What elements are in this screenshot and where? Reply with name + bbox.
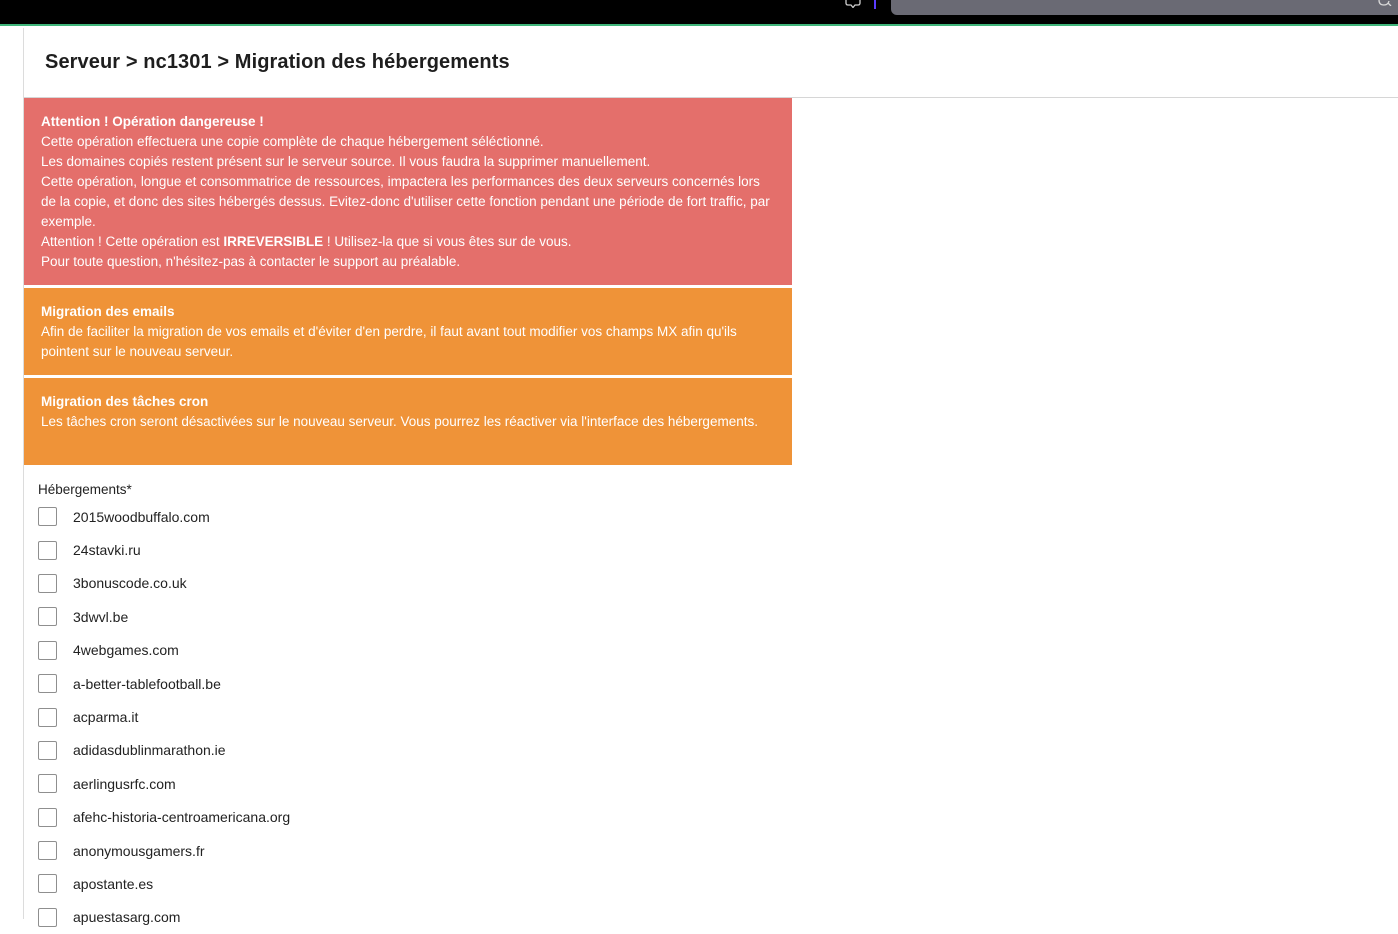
host-checkbox[interactable] <box>38 607 57 626</box>
host-label[interactable]: afehc-historia-centroamericana.org <box>73 809 291 826</box>
host-label[interactable]: 3bonuscode.co.uk <box>73 575 187 592</box>
host-checkbox[interactable] <box>38 808 57 827</box>
danger-alert-text: ! Utilisez-la que si vous êtes sur de vous. <box>323 234 572 249</box>
host-list-item <box>38 634 1398 667</box>
host-list-item <box>38 500 1398 533</box>
page-header <box>24 28 1398 98</box>
host-list-item <box>38 834 1398 867</box>
host-checkbox[interactable] <box>38 574 57 593</box>
host-list-item <box>38 767 1398 800</box>
search-icon[interactable] <box>1378 0 1392 6</box>
irreversible-strong: IRREVERSIBLE <box>223 234 324 249</box>
host-list-item <box>38 600 1398 633</box>
host-list-item <box>38 734 1398 767</box>
host-label[interactable]: adidasdublinmarathon.ie <box>73 742 226 759</box>
host-checkbox[interactable] <box>38 541 57 560</box>
chat-bubble-icon[interactable] <box>845 0 861 8</box>
host-label[interactable]: acparma.it <box>73 709 139 726</box>
search-input[interactable] <box>891 0 1398 15</box>
emails-warning-alert <box>24 288 792 375</box>
host-label[interactable]: 2015woodbuffalo.com <box>73 508 210 525</box>
host-checkbox[interactable] <box>38 741 57 760</box>
main-panel <box>23 28 1398 926</box>
host-label[interactable]: aerlingusrfc.com <box>73 775 176 792</box>
danger-alert-line: Pour toute question, n'hésitez-pas à contacter le support au préalable. <box>41 254 461 269</box>
host-list-item <box>38 901 1398 934</box>
host-checkbox[interactable] <box>38 841 57 860</box>
cron-warning-alert <box>24 378 792 465</box>
host-checkbox[interactable] <box>38 774 57 793</box>
danger-alert-title: Attention ! Opération dangereuse ! <box>41 114 264 129</box>
page-title: Serveur > nc1301 > Migration des hébergements <box>45 51 510 73</box>
host-list-item <box>38 567 1398 600</box>
emails-alert-title: Migration des emails <box>41 304 175 319</box>
danger-alert-line: Les domaines copiés restent présent sur le serveur source. Il vous faudra la supprimer manuellement. <box>41 154 651 169</box>
top-bar <box>0 0 1398 26</box>
hosting-form <box>24 465 1398 934</box>
cron-alert-title: Migration des tâches cron <box>41 394 209 409</box>
hosting-field-label: Hébergements* <box>38 482 132 497</box>
host-list-item <box>38 533 1398 566</box>
danger-alert-line <box>41 232 775 252</box>
danger-alert-line: Cette opération, longue et consommatrice de ressources, impactera les performances des deux serveurs concernés lors de la copie, et donc des sites hébergés dessus. Evitez-donc d'utiliser cette fonction pendant une période de fort traffic, par exemple. <box>41 174 770 229</box>
host-list-item <box>38 867 1398 900</box>
host-checkbox[interactable] <box>38 908 57 927</box>
emails-alert-text: Afin de faciliter la migration de vos emails et d'éviter d'en perdre, il faut avant tout modifier vos champs MX afin qu'ils pointent sur le nouveau serveur. <box>41 324 737 359</box>
host-label[interactable]: 3dwvl.be <box>73 608 129 625</box>
host-list-item <box>38 667 1398 700</box>
host-checkbox[interactable] <box>38 708 57 727</box>
hosting-checkbox-list <box>38 500 1398 934</box>
host-label[interactable]: a-better-tablefootball.be <box>73 675 221 692</box>
host-checkbox[interactable] <box>38 674 57 693</box>
host-checkbox[interactable] <box>38 641 57 660</box>
host-label[interactable]: 24stavki.ru <box>73 542 141 559</box>
host-list-item <box>38 801 1398 834</box>
danger-alert-text: Attention ! Cette opération est <box>41 234 224 249</box>
cron-alert-text: Les tâches cron seront désactivées sur le nouveau serveur. Vous pourrez les réactiver via l'interface des hébergements. <box>41 414 758 429</box>
host-label[interactable]: anonymousgamers.fr <box>73 842 205 859</box>
topbar-divider <box>874 0 876 9</box>
host-label[interactable]: apuestasarg.com <box>73 909 181 926</box>
host-list-item <box>38 700 1398 733</box>
host-checkbox[interactable] <box>38 507 57 526</box>
danger-alert-line: Cette opération effectuera une copie complète de chaque hébergement séléctionné. <box>41 134 544 149</box>
danger-alert <box>24 98 792 285</box>
host-label[interactable]: 4webgames.com <box>73 642 179 659</box>
host-label[interactable]: apostante.es <box>73 875 154 892</box>
host-checkbox[interactable] <box>38 874 57 893</box>
